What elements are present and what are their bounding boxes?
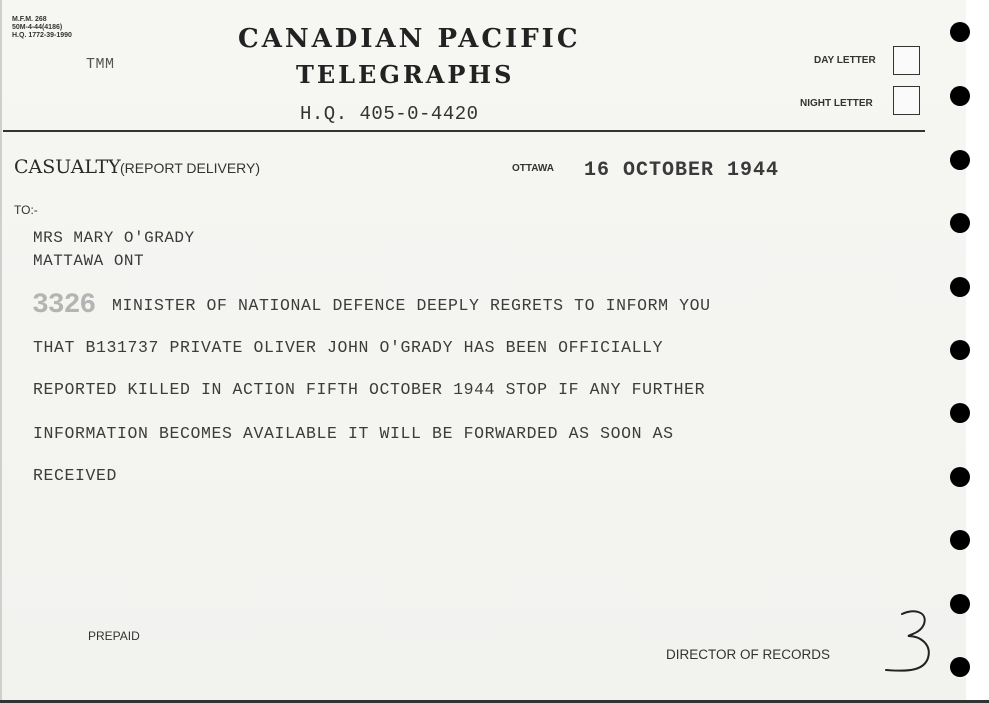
to-label: TO:- [14, 203, 38, 217]
recipient-place: MATTAWA ONT [33, 252, 145, 270]
file-reference: H.Q. 405-0-4420 [300, 103, 479, 125]
message-type: CASUALTY [14, 156, 121, 178]
company-subtitle: TELEGRAPHS [296, 60, 515, 89]
punch-hole [950, 530, 970, 550]
message-line: THAT B131737 PRIVATE OLIVER JOHN O'GRADY HAS BEEN OFFICIALLY [33, 338, 664, 357]
message-line: REPORTED KILLED IN ACTION FIFTH OCTOBER 1944 STOP IF ANY FURTHER [33, 380, 706, 399]
day-letter-label: DAY LETTER [814, 55, 876, 66]
punch-hole [950, 277, 970, 297]
header-divider [3, 130, 925, 132]
form-code-line: M.F.M. 268 [12, 16, 47, 23]
stamp-number: 3326 [32, 290, 96, 321]
punch-hole [950, 657, 970, 677]
night-letter-checkbox [893, 86, 920, 115]
punch-hole [950, 594, 970, 614]
company-title: CANADIAN PACIFIC [238, 24, 581, 54]
form-code [12, 16, 72, 40]
night-letter-label: NIGHT LETTER [800, 98, 873, 109]
left-edge [0, 0, 2, 703]
sender-signature: DIRECTOR OF RECORDS [666, 647, 831, 662]
punch-hole [950, 403, 970, 423]
operator-initials: TMM [86, 56, 115, 73]
punch-hole [950, 86, 970, 106]
message-note: (REPORT DELIVERY) [120, 160, 261, 176]
form-code-line: 50M-4-44(4186) [12, 24, 63, 31]
form-code-line: H.Q. 1772-39-1990 [12, 32, 72, 39]
message-line: MINISTER OF NATIONAL DEFENCE DEEPLY REGRETS TO INFORM YOU [112, 296, 711, 315]
punch-hole [950, 22, 970, 42]
origin-label: OTTAWA [512, 163, 555, 174]
recipient-name: MRS MARY O'GRADY [33, 229, 195, 247]
message-line: RECEIVED [33, 466, 118, 485]
punch-hole [950, 213, 970, 233]
punch-hole [950, 340, 970, 360]
prepaid-label: PREPAID [88, 629, 140, 643]
handwritten-page-mark [880, 606, 940, 686]
message-line: INFORMATION BECOMES AVAILABLE IT WILL BE FORWARDED AS SOON AS [33, 424, 674, 443]
punch-hole [950, 150, 970, 170]
day-letter-checkbox [893, 46, 920, 75]
punch-hole [950, 467, 970, 487]
message-date: 16 OCTOBER 1944 [584, 159, 780, 182]
